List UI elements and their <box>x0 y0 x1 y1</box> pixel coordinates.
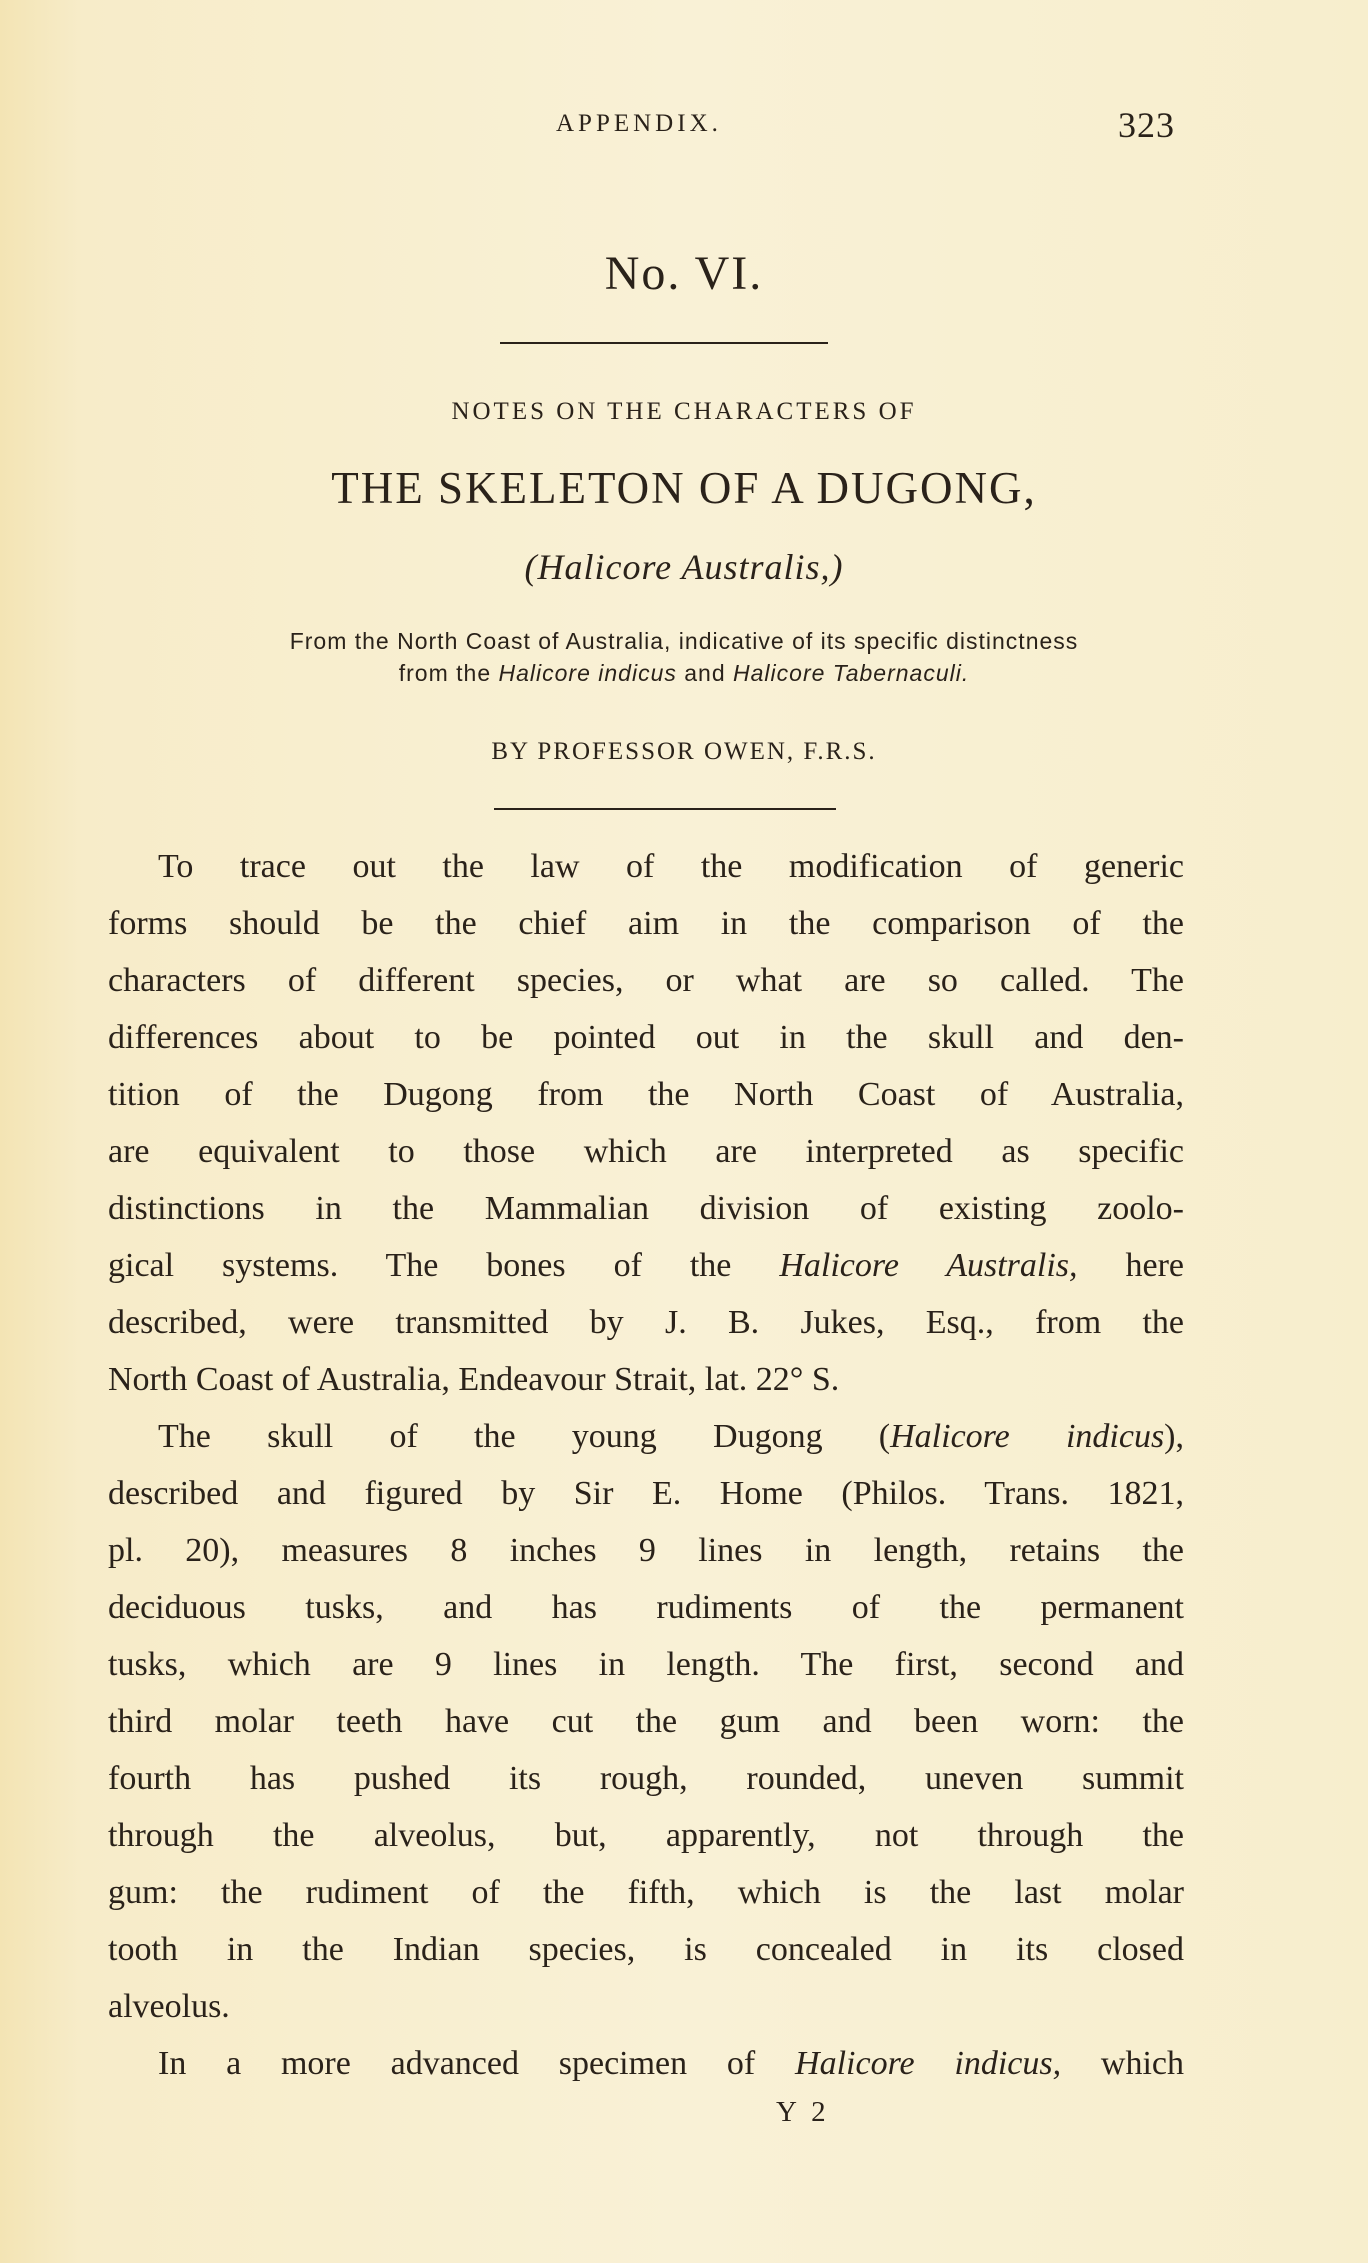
text-line: To trace out the law of the modification of generic <box>158 848 1184 885</box>
text-line: characters of different species, or what are so called. The <box>108 962 1184 999</box>
bottom-rule <box>494 808 836 810</box>
text-span: which <box>1061 2045 1184 2082</box>
running-head: APPENDIX. <box>556 110 722 137</box>
text-span: gical systems. The bones of the <box>108 1247 780 1284</box>
notes-heading: NOTES ON THE CHARACTERS OF <box>451 398 917 425</box>
text-line: are equivalent to those which are interpreted as specific <box>108 1133 1184 1170</box>
text-span: ), <box>1164 1418 1184 1455</box>
species-reference: Halicore indicus, <box>795 2045 1062 2082</box>
text-line: tusks, which are 9 lines in length. The first, second and <box>108 1646 1184 1683</box>
species-reference: Halicore Australis, <box>779 1247 1078 1284</box>
text-line: deciduous tusks, and has rudiments of the permanent <box>108 1589 1184 1626</box>
origin-text-a: from the <box>398 660 499 686</box>
text-line <box>108 2035 1184 2092</box>
text-line: differences about to be pointed out in the skull and den- <box>108 1019 1184 1056</box>
origin-species-2: Halicore Tabernaculi. <box>733 660 970 686</box>
text-line: third molar teeth have cut the gum and been worn: the <box>108 1703 1184 1740</box>
text-line: tition of the Dugong from the North Coast of Australia, <box>108 1076 1184 1113</box>
body-text <box>108 838 1184 2092</box>
section-number: No. VI. <box>604 247 764 300</box>
text-line: described and figured by Sir E. Home (Philos. Trans. 1821, <box>108 1475 1184 1512</box>
species-name: (Halicore Australis,) <box>524 547 844 587</box>
signature-mark: Y 2 <box>776 2096 830 2128</box>
text-line: alveolus. <box>108 1988 230 2025</box>
text-line <box>108 1408 1184 1465</box>
author-byline: BY PROFESSOR OWEN, F.R.S. <box>491 738 877 765</box>
text-span: here <box>1077 1247 1184 1284</box>
text-span: In a more advanced specimen of <box>158 2045 796 2082</box>
text-line <box>108 1237 1184 1294</box>
origin-species-1: Halicore indicus <box>498 660 677 686</box>
origin-line-2 <box>0 660 1368 687</box>
text-line: described, were transmitted by J. B. Jukes, Esq., from the <box>108 1304 1184 1341</box>
text-line: tooth in the Indian species, is concealed in its closed <box>108 1931 1184 1968</box>
text-line: fourth has pushed its rough, rounded, uneven summit <box>108 1760 1184 1797</box>
origin-text-c: and <box>676 660 734 686</box>
article-title: THE SKELETON OF A DUGONG, <box>331 463 1037 513</box>
top-rule <box>500 342 828 344</box>
text-line: North Coast of Australia, Endeavour Strait, lat. 22° S. <box>108 1361 840 1398</box>
text-line: forms should be the chief aim in the comparison of the <box>108 905 1184 942</box>
text-line: distinctions in the Mammalian division of existing zoolo- <box>108 1190 1184 1227</box>
text-line: through the alveolus, but, apparently, not through the <box>108 1817 1184 1854</box>
text-span: The skull of the young Dugong ( <box>158 1418 891 1455</box>
origin-line-1: From the North Coast of Australia, indicative of its specific distinctness <box>289 628 1079 654</box>
page-number: 323 <box>1118 105 1175 145</box>
text-line: gum: the rudiment of the fifth, which is the last molar <box>108 1874 1184 1911</box>
text-line: pl. 20), measures 8 inches 9 lines in length, retains the <box>108 1532 1184 1569</box>
species-reference: Halicore indicus <box>890 1418 1165 1455</box>
